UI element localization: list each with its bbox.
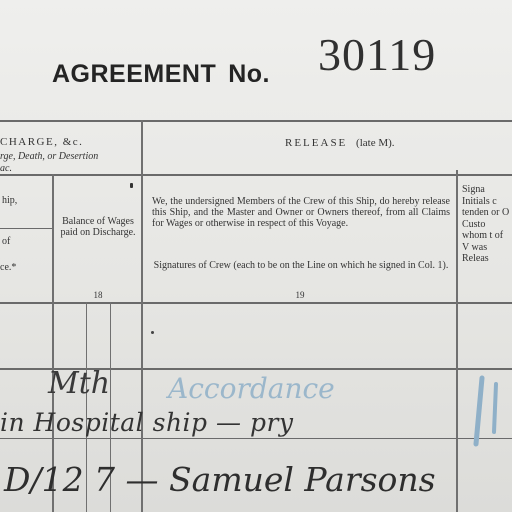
rule-top bbox=[0, 120, 512, 122]
handwriting-initials: Mth bbox=[48, 366, 111, 401]
agreement-label: AGREEMENT bbox=[52, 60, 217, 88]
right-column-fragment: Signa Initials c tenden or O Custo whom t of V was Releas bbox=[462, 184, 510, 264]
rule-header-bottom bbox=[0, 174, 512, 176]
handwriting-hospital-ship: in Hospital ship — pry bbox=[0, 408, 294, 437]
ink-dot-2 bbox=[151, 331, 154, 334]
rule-columns-bottom bbox=[0, 302, 512, 304]
release-note: (late M). bbox=[356, 137, 395, 149]
handwriting-accordance: Accordance bbox=[168, 372, 335, 405]
blue-stamp-mark bbox=[472, 372, 512, 456]
discharge-subheader-2: ac. bbox=[0, 163, 12, 174]
left-fragment-ship: hip, bbox=[2, 195, 18, 206]
release-header bbox=[285, 137, 395, 149]
number-label: No. bbox=[228, 60, 271, 88]
rule-row-2 bbox=[0, 438, 512, 439]
col-divider-2 bbox=[141, 120, 143, 512]
agreement-number: 30119 bbox=[318, 29, 437, 80]
discharge-subheader: rge, Death, or Desertion bbox=[0, 151, 99, 162]
release-column-number: 19 bbox=[295, 290, 305, 300]
handwriting-signature: D/12 7 — Samuel Parsons bbox=[4, 460, 436, 499]
rule-left-mid bbox=[0, 228, 52, 229]
col-divider-3 bbox=[456, 170, 458, 512]
left-fragment-of: of bbox=[2, 236, 11, 247]
signatures-label: Signatures of Crew (each to be on the Line on which he signed in Col. 1). bbox=[153, 260, 449, 271]
release-text: We, the undersigned Members of the Crew of this Ship, do hereby release this Ship, and the Master and Owner or Owners thereof, from all Claims for Wages or otherwise in respect of this Voyage. bbox=[152, 196, 450, 229]
left-fragment-ce: ce.* bbox=[0, 262, 17, 273]
balance-column-header: Balance of Wages paid on Discharge. bbox=[60, 216, 136, 238]
agreement-title bbox=[52, 60, 270, 89]
release-title: RELEASE bbox=[285, 137, 348, 149]
ink-dot-1 bbox=[130, 183, 133, 188]
balance-column-number: 18 bbox=[93, 290, 103, 300]
discharge-header: CHARGE, &c. bbox=[0, 136, 84, 148]
